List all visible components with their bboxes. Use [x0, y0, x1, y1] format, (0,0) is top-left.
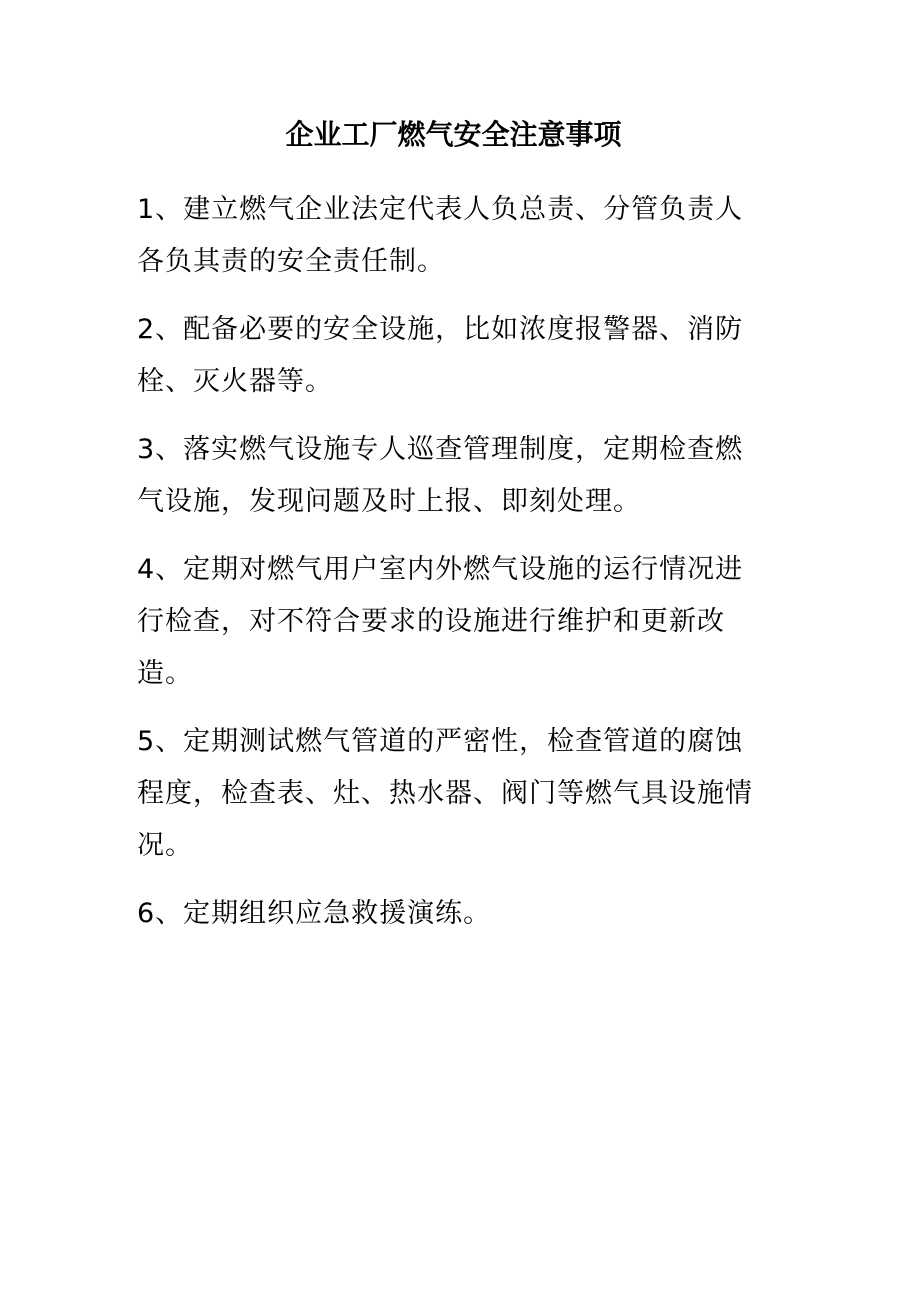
list-item-6: 6、定期组织应急救援演练。	[137, 898, 492, 929]
list-item-1: 1、建立燃气企业法定代表人负总责、分管负责人各负其责的安全责任制。	[137, 194, 744, 277]
list-item-2: 2、配备必要的安全设施，比如浓度报警器、消防栓、灭火器等。	[137, 314, 744, 397]
document-title: 企业工厂燃气安全注意事项	[285, 118, 622, 151]
list-item-3: 3、落实燃气设施专人巡查管理制度，定期检查燃气设施，发现问题及时上报、即刻处理。	[137, 434, 744, 517]
list-item-4: 4、定期对燃气用户室内外燃气设施的运行情况进行检查，对不符合要求的设施进行维护和更新改造。	[137, 554, 744, 689]
list-item-5: 5、定期测试燃气管道的严密性，检查管道的腐蚀程度，检查表、灶、热水器、阀门等燃气具设施情况。	[137, 726, 753, 861]
